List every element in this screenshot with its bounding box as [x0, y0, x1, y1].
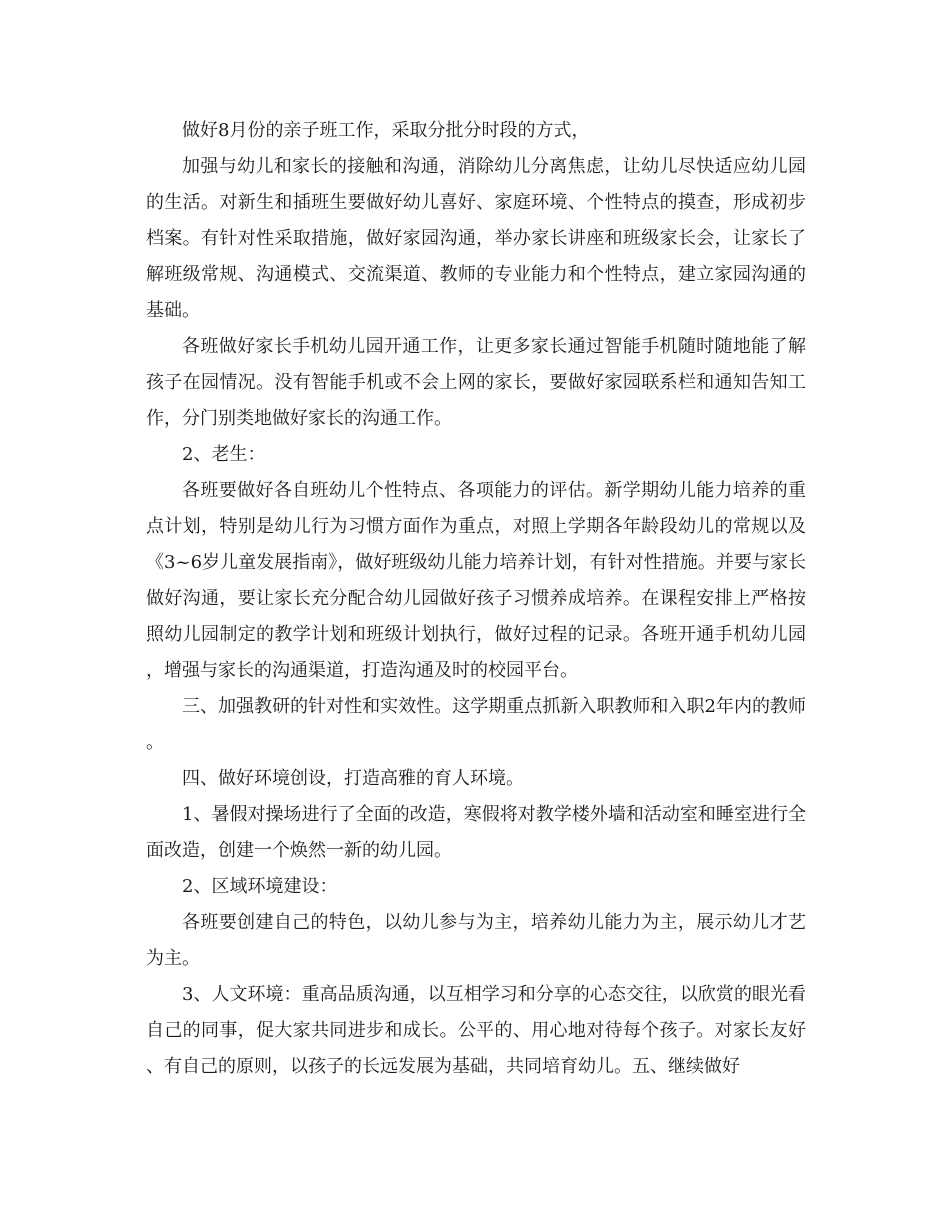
paragraph-8: 1、暑假对操场进行了全面的改造，寒假将对教学楼外墙和活动室和睡室进行全面改造，创建一个焕然一新的幼儿园。	[146, 804, 806, 861]
paragraph-6: 三、加强教研的针对性和实效性。这学期重点抓新入职教师和入职2年内的教师。	[146, 696, 806, 753]
paragraph-5: 各班要做好各自班幼儿个性特点、各项能力的评估。新学期幼儿能力培养的重点计划，特别是幼儿行为习惯方面作为重点，对照上学期各年龄段幼儿的常规以及《3~6岁儿童发展指南》，做好班级幼儿能力培养计划，有针对性措施。并要与家长做好沟通，要让家长充分配合幼儿园做好孩子习惯养成培养。在课程安排上严格按照幼儿园制定的教学计划和班级计划执行，做好过程的记录。各班开通手机幼儿园，增强与家长的沟通渠道，打造沟通及时的校园平台。	[146, 480, 806, 681]
paragraph-4: 2、老生：	[182, 444, 266, 465]
paragraph-3: 各班做好家长手机幼儿园开通工作，让更多家长通过智能手机随时随地能了解孩子在园情况。没有智能手机或不会上网的家长，要做好家园联系栏和通知告知工作，分门别类地做好家长的沟通工作。	[146, 336, 806, 429]
paragraph-7: 四、做好环境创设，打造高雅的育人环境。	[182, 768, 524, 789]
paragraph-11: 3、人文环境：重高品质沟通，以互相学习和分享的心态交往，以欣赏的眼光看自己的同事，促大家共同进步和成长。公平的、用心地对待每个孩子。对家长友好、有自己的原则，以孩子的长远发展为基础，共同培育幼儿。五、继续做好	[146, 984, 806, 1077]
paragraph-2: 加强与幼儿和家长的接触和沟通，消除幼儿分离焦虑，让幼儿尽快适应幼儿园的生活。对新生和插班生要做好幼儿喜好、家庭环境、个性特点的摸查，形成初步档案。有针对性采取措施，做好家园沟通，举办家长讲座和班级家长会，让家长了解班级常规、沟通模式、交流渠道、教师的专业能力和个性特点，建立家园沟通的基础。	[146, 156, 806, 321]
paragraph-10: 各班要创建自己的特色，以幼儿参与为主，培养幼儿能力为主，展示幼儿才艺为主。	[146, 912, 806, 969]
paragraph-1: 做好8月份的亲子班工作，采取分批分时段的方式，	[182, 120, 590, 141]
document-body	[146, 113, 806, 1085]
paragraph-9: 2、区域环境建设：	[182, 876, 338, 897]
